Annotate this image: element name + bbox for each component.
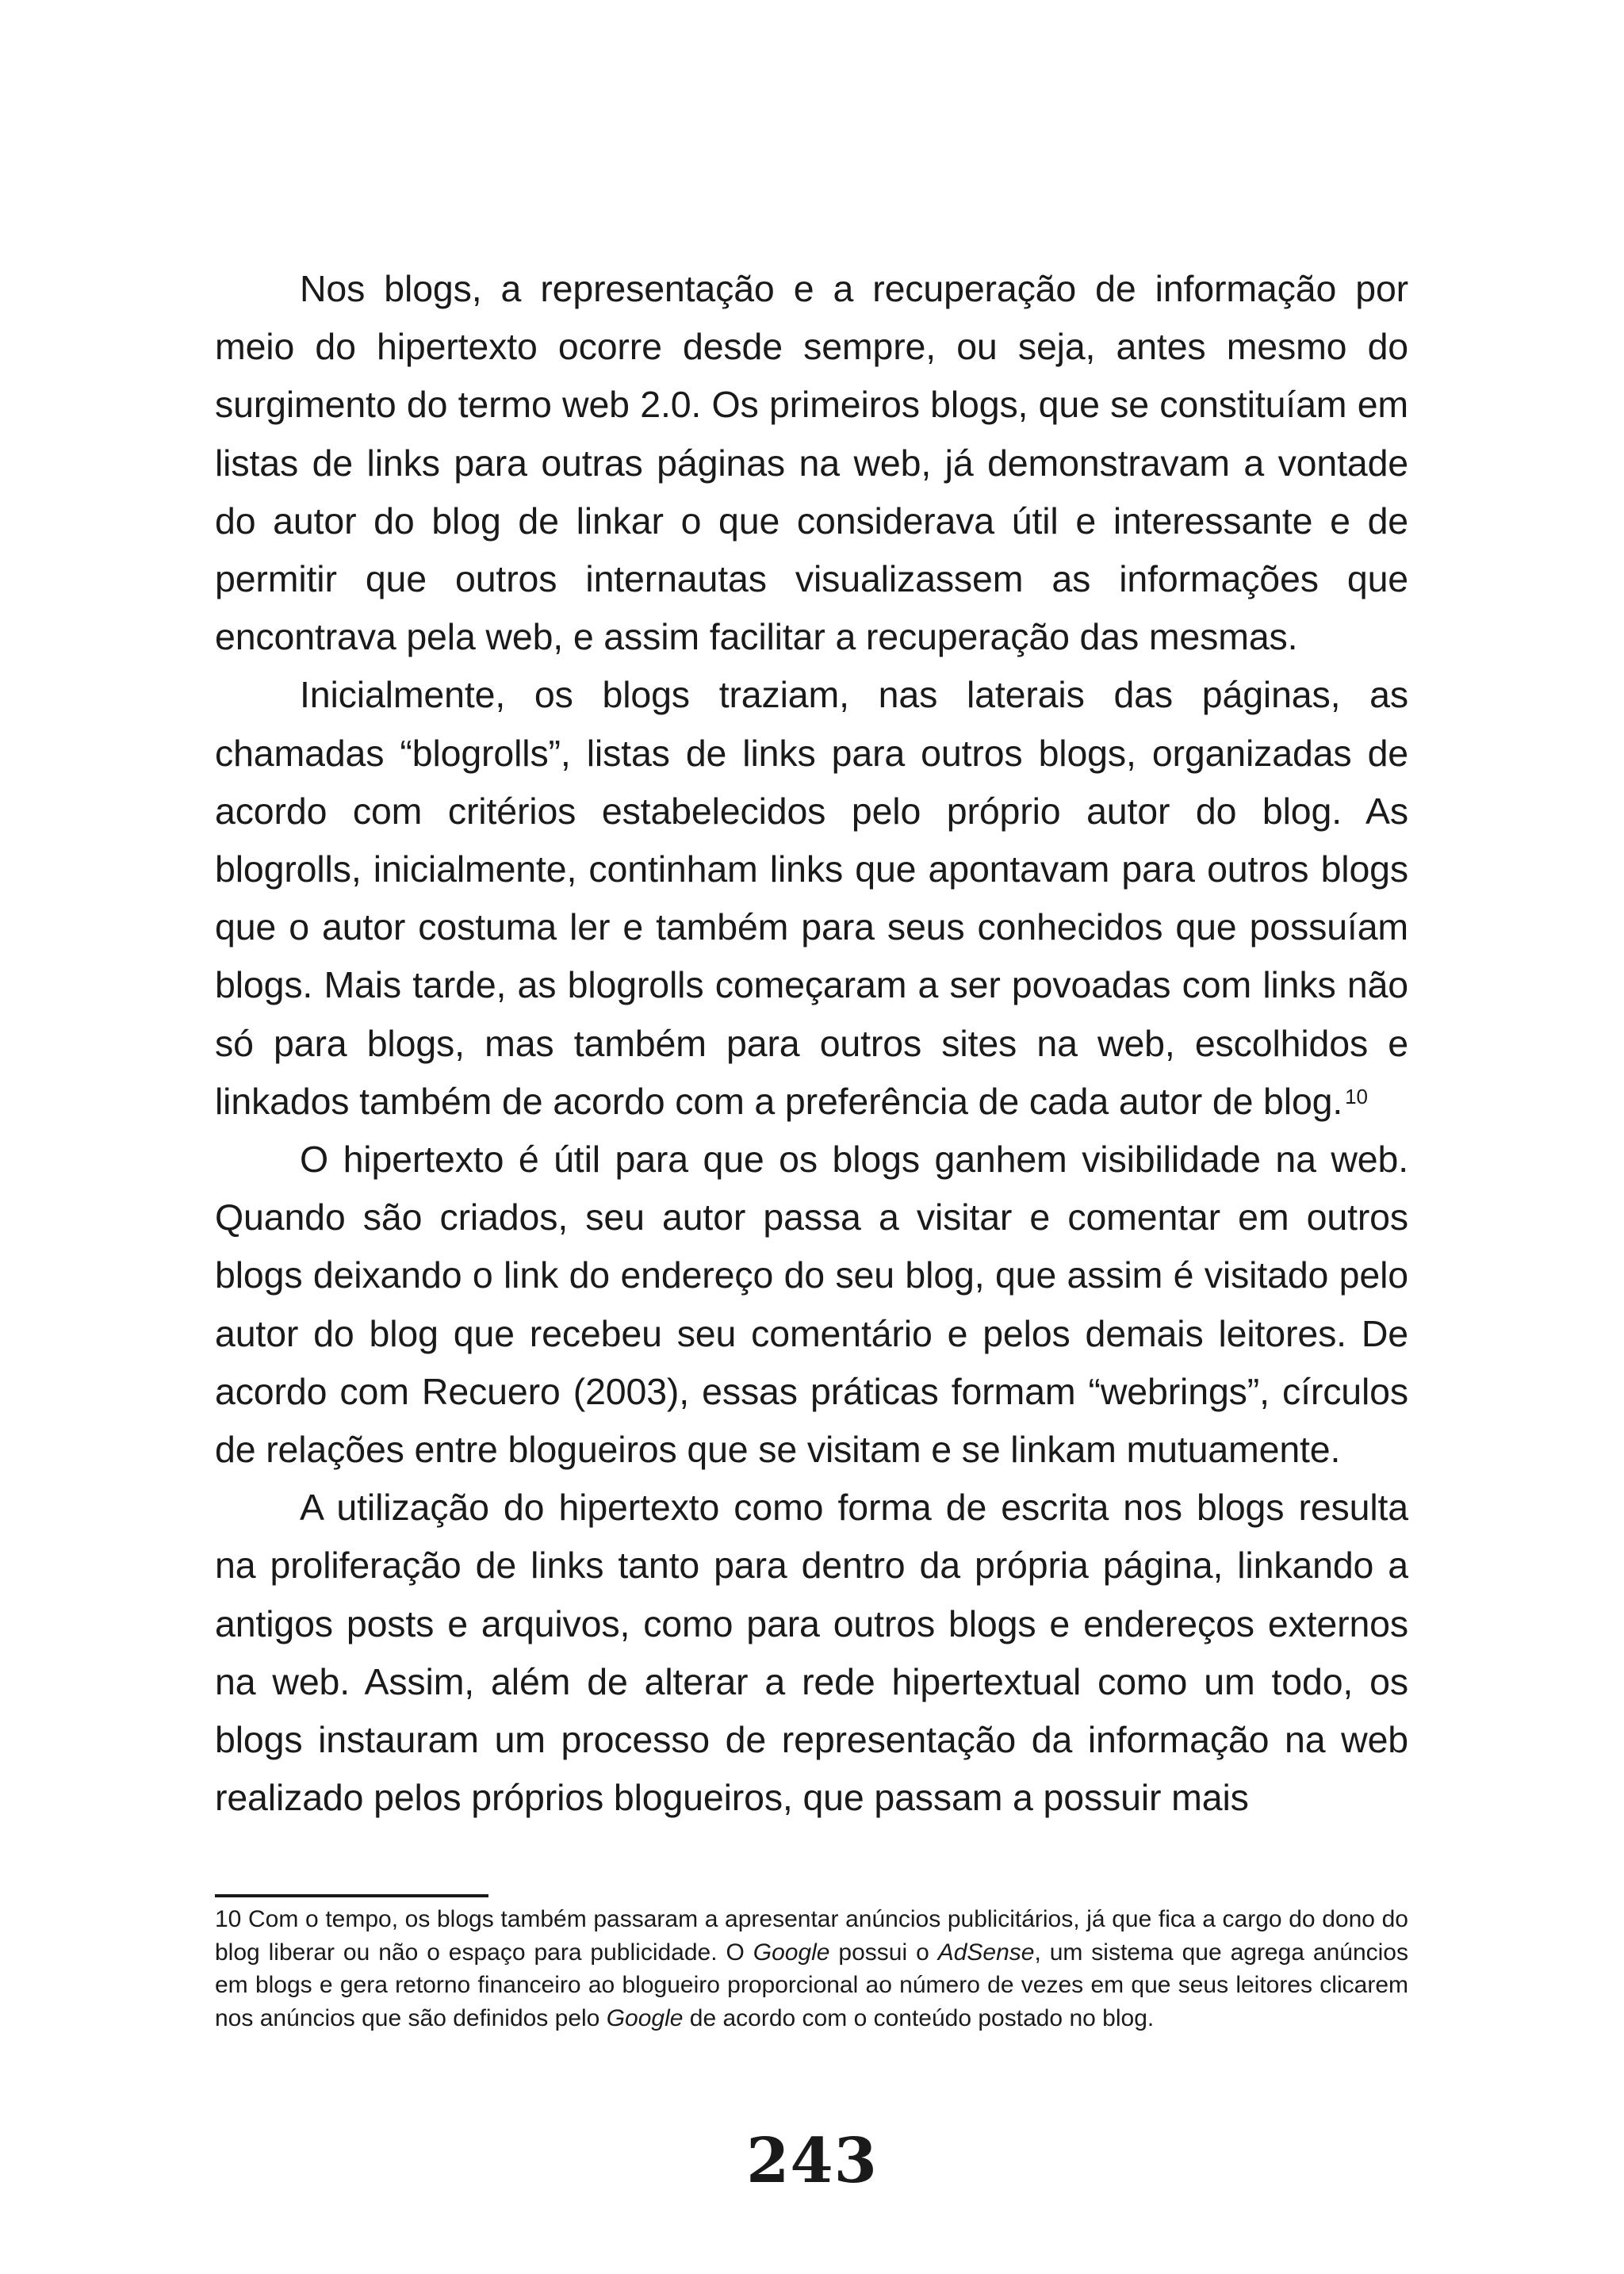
main-text <box>215 260 1408 1827</box>
footnote-term-adsense: AdSense <box>937 1939 1035 1966</box>
paragraph-2 <box>215 666 1408 1131</box>
footnotes <box>215 1903 1408 2035</box>
footnote-term-google-2: Google <box>606 2004 684 2031</box>
paragraph-2-text: Inicialmente, os blogs traziam, nas laterais das páginas, as chamadas “blogrolls”, listas de links para outros blogs, organizadas de acordo com critérios estabelecidos pelo próprio autor do blog. As blogrolls, inicialmente, continham links que apontavam para outros blogs que o autor costuma ler e também para seus conhecidos que possuíam blogs. Mais tarde, as blogrolls começaram a ser povoadas com links não só para blogs, mas também para outros sites na web, escolhidos e linkados também de acordo com a preferência de cada autor de blog. <box>215 674 1408 1122</box>
paragraph-1: Nos blogs, a representação e a recuperação de informação por meio do hipertexto ocorre desde sempre, ou seja, antes mesmo do surgimento do termo web 2.0. Os primeiros blogs, que se constituíam em listas de links para outras páginas na web, já demonstravam a vontade do autor do blog de linkar o que considerava útil e interessante e de permitir que outros internautas visualizassem as informações que encontrava pela web, e assim facilitar a recuperação das mesmas. <box>215 268 1408 658</box>
footnote-term-google: Google <box>753 1939 830 1966</box>
page-number: 243 <box>746 2125 878 2197</box>
footnote-10: 10 Com o tempo, os blogs também passaram a apresentar anúncios publicitários, já que fica a cargo do dono do blog liberar ou não o espaço para publicidade. O Google possui o AdSense, um sistema que agrega anúncios em blogs e gera retorno financeiro ao blogueiro proporcional ao número de vezes em que seus leitores clicarem nos anúncios que são definidos pelo Google de acordo com o conteúdo postado no blog. <box>215 1906 1408 2031</box>
paragraph-3: O hipertexto é útil para que os blogs ganhem visibilidade na web. Quando são criados, seu autor passa a visitar e comentar em outros blogs deixando o link do endereço do seu blog, que assim é visitado pelo autor do blog que recebeu seu comentário e pelos demais leitores. De acordo com Recuero (2003), essas práticas formam “webrings”, círculos de relações entre blogueiros que se visitam e se linkam mutuamente. <box>215 1139 1408 1471</box>
paragraph-4: A utilização do hipertexto como forma de escrita nos blogs resulta na proliferação de links tanto para dentro da própria página, linkando a antigos posts e arquivos, como para outros blogs e endereços externos na web. Assim, além de alterar a rede hipertextual como um todo, os blogs instauram um processo de representação da informação na web realizado pelos próprios blogueiros, que passam a possuir mais <box>215 1487 1408 1819</box>
footnote-number: 10 <box>215 1906 242 1932</box>
footnote-divider <box>215 1894 488 1897</box>
footnote-reference: 10 <box>1345 1084 1368 1108</box>
